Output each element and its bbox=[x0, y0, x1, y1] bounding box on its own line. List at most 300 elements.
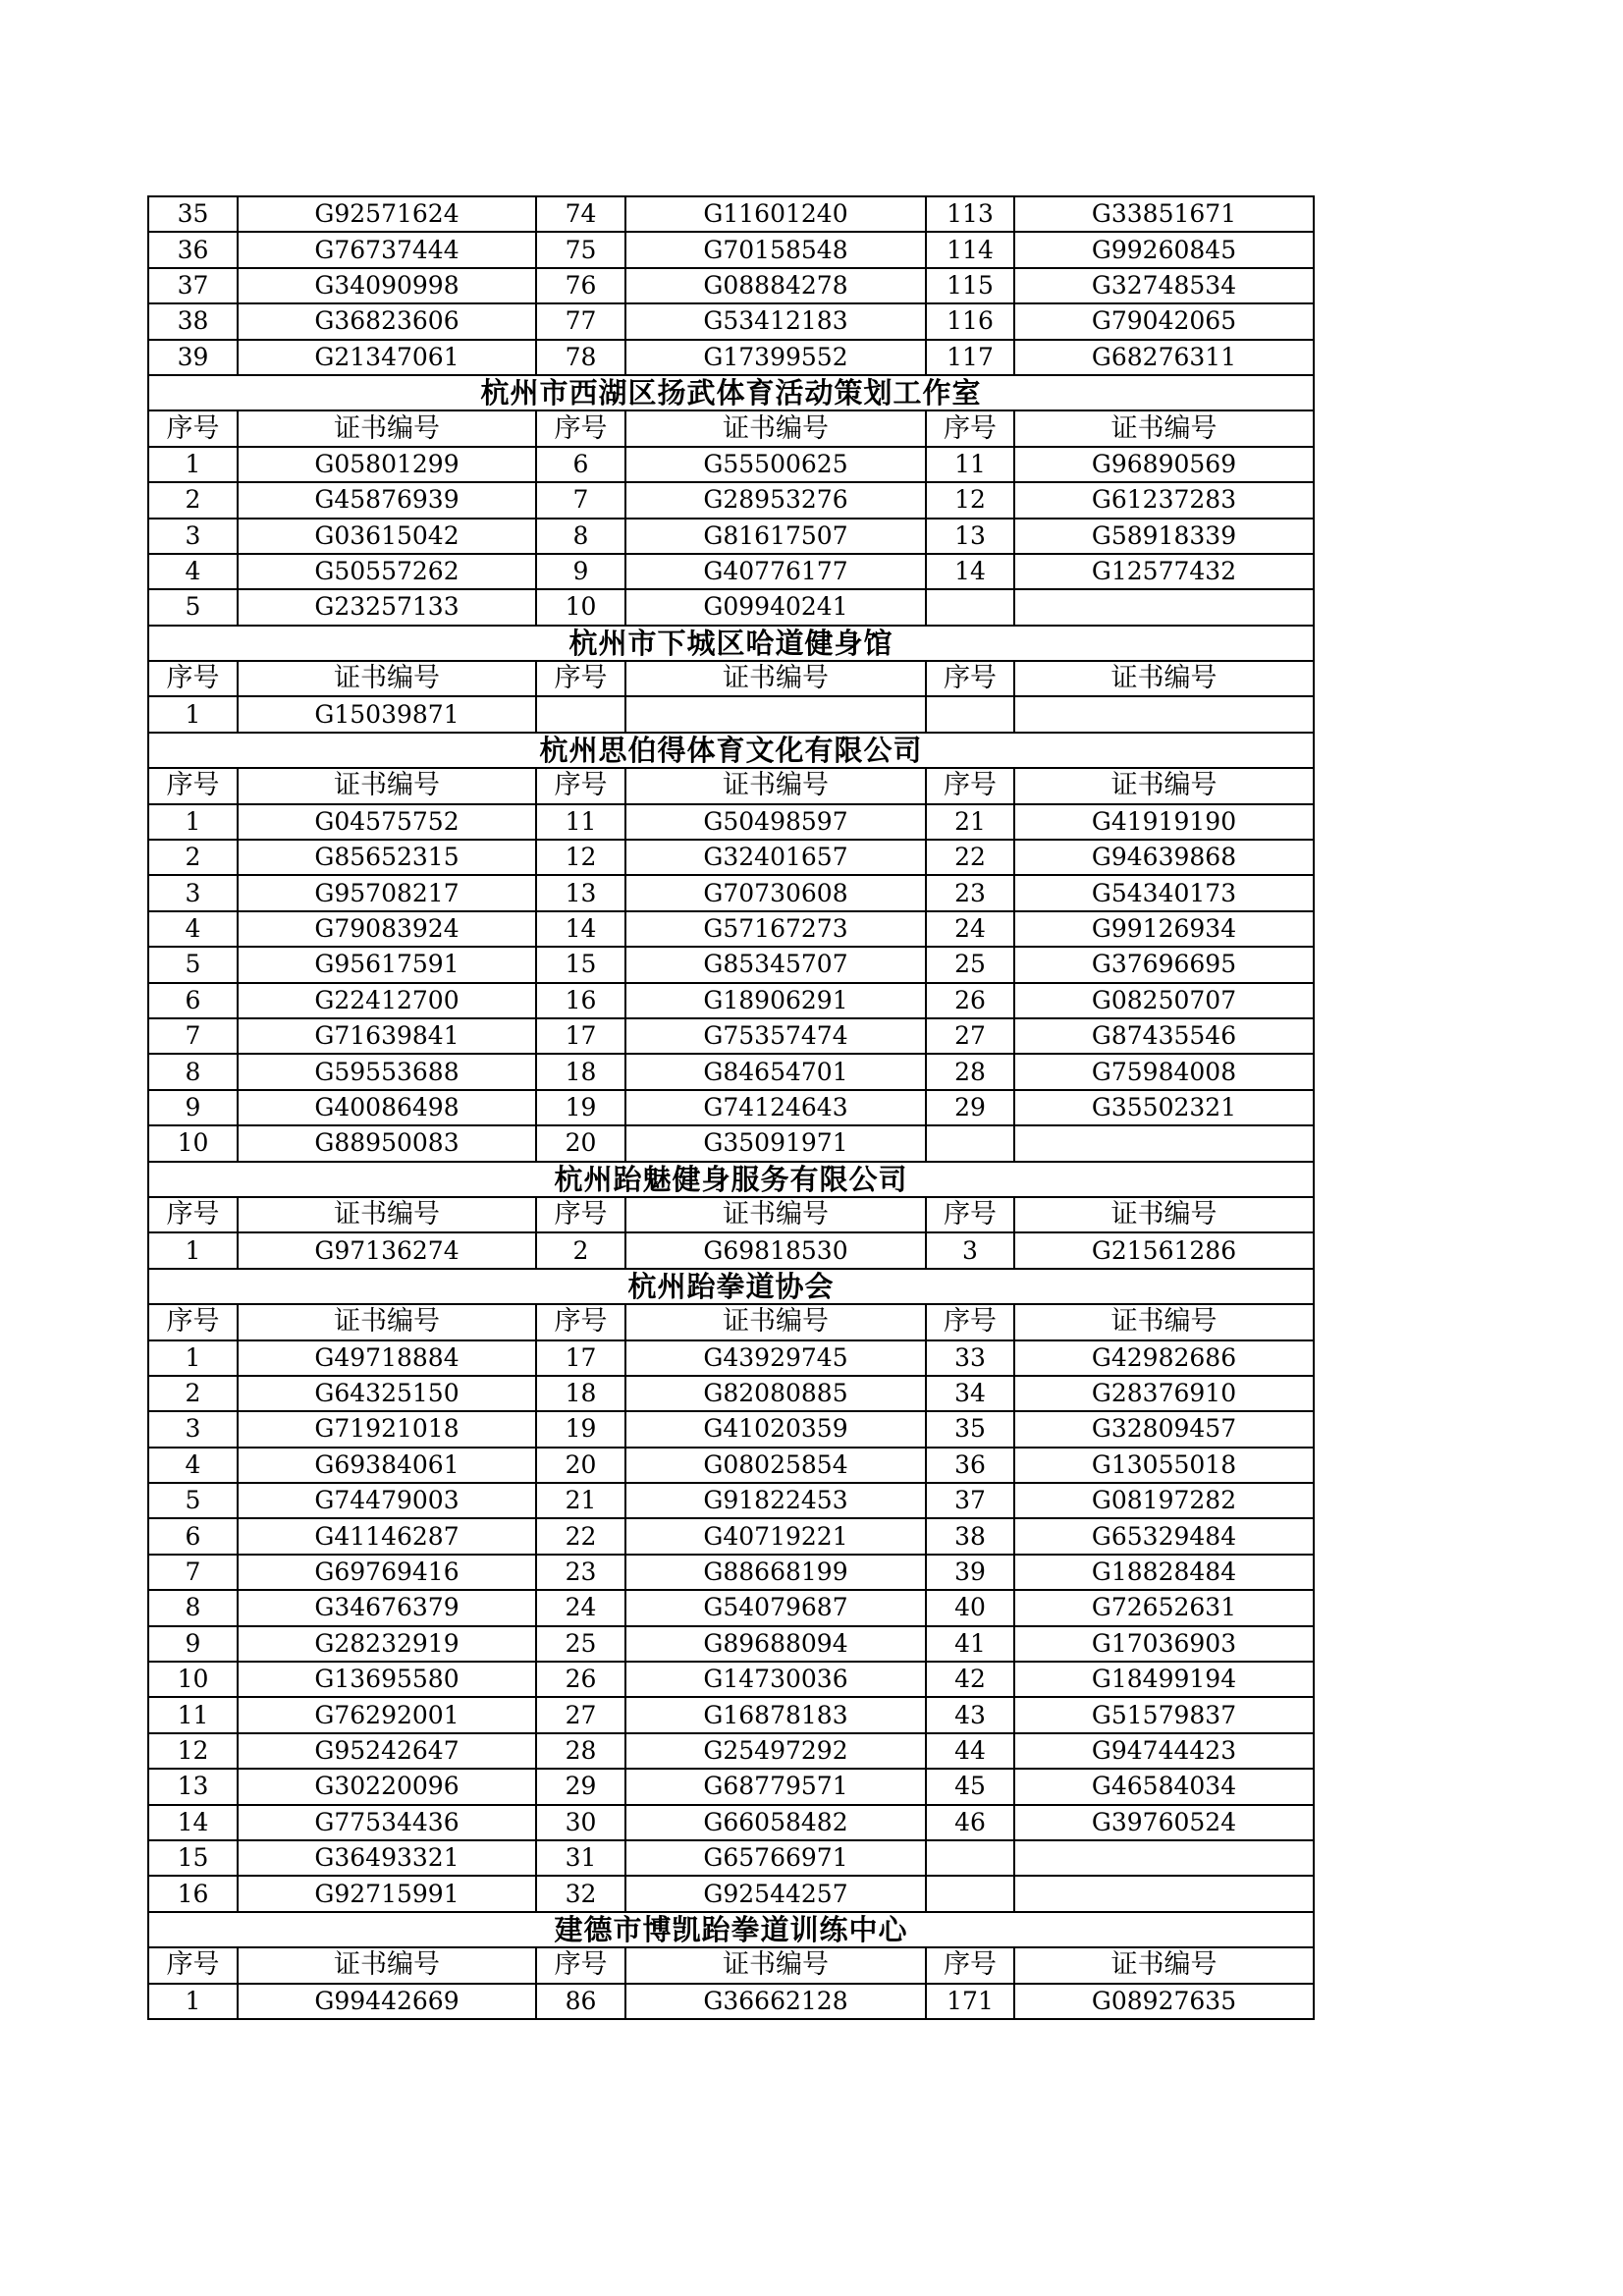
cert-no-cell: G21347061 bbox=[238, 340, 536, 375]
section-title-row bbox=[148, 733, 1314, 768]
table-row bbox=[148, 840, 1314, 875]
cert-no-cell: G61237283 bbox=[1014, 482, 1314, 518]
cert-no-header: 证书编号 bbox=[238, 1197, 536, 1232]
seq-header: 序号 bbox=[926, 1304, 1014, 1339]
cert-no-header: 证书编号 bbox=[238, 768, 536, 803]
cert-no-cell: G28953276 bbox=[625, 482, 926, 518]
section-title: 杭州市下城区哈道健身馆 bbox=[148, 626, 1314, 661]
cert-no-cell: G08025854 bbox=[625, 1448, 926, 1483]
seq-cell: 74 bbox=[536, 196, 625, 232]
cert-no-cell: G65329484 bbox=[1014, 1518, 1314, 1554]
cert-no-cell: G99260845 bbox=[1014, 232, 1314, 267]
table-row bbox=[148, 1840, 1314, 1876]
cert-no-cell: G94639868 bbox=[1014, 840, 1314, 875]
seq-cell: 2 bbox=[536, 1232, 625, 1268]
table-row bbox=[148, 340, 1314, 375]
table-row bbox=[148, 1054, 1314, 1089]
seq-cell: 12 bbox=[148, 1733, 238, 1769]
seq-cell: 35 bbox=[148, 196, 238, 232]
seq-cell: 4 bbox=[148, 554, 238, 589]
seq-cell: 22 bbox=[536, 1518, 625, 1554]
seq-cell: 23 bbox=[536, 1555, 625, 1590]
seq-cell: 43 bbox=[926, 1697, 1014, 1732]
seq-cell: 22 bbox=[926, 840, 1014, 875]
seq-cell bbox=[926, 696, 1014, 732]
cert-no-header: 证书编号 bbox=[1014, 1197, 1314, 1232]
table-row bbox=[148, 1090, 1314, 1125]
seq-cell: 6 bbox=[536, 447, 625, 482]
cert-no-cell: G55500625 bbox=[625, 447, 926, 482]
cert-no-cell: G95617591 bbox=[238, 947, 536, 982]
table-row bbox=[148, 1769, 1314, 1804]
table-row bbox=[148, 983, 1314, 1018]
cert-no-cell: G57167273 bbox=[625, 911, 926, 947]
seq-cell: 4 bbox=[148, 911, 238, 947]
table-row bbox=[148, 1483, 1314, 1518]
cert-no-cell: G74124643 bbox=[625, 1090, 926, 1125]
seq-cell: 1 bbox=[148, 1232, 238, 1268]
cert-no-cell: G54340173 bbox=[1014, 875, 1314, 910]
seq-cell: 17 bbox=[536, 1340, 625, 1376]
section-title-row bbox=[148, 1162, 1314, 1197]
table-row bbox=[148, 1984, 1314, 2019]
cert-no-cell: G17399552 bbox=[625, 340, 926, 375]
cert-no-cell bbox=[1014, 1840, 1314, 1876]
cert-no-header: 证书编号 bbox=[625, 1304, 926, 1339]
table-row bbox=[148, 1340, 1314, 1376]
seq-cell: 31 bbox=[536, 1840, 625, 1876]
cert-no-cell: G41919190 bbox=[1014, 804, 1314, 840]
seq-cell: 14 bbox=[148, 1805, 238, 1840]
cert-no-header: 证书编号 bbox=[1014, 661, 1314, 696]
seq-cell bbox=[926, 1876, 1014, 1911]
cert-no-cell: G97136274 bbox=[238, 1232, 536, 1268]
table-row bbox=[148, 196, 1314, 232]
table-row bbox=[148, 519, 1314, 554]
seq-cell: 21 bbox=[926, 804, 1014, 840]
cert-no-cell: G33851671 bbox=[1014, 196, 1314, 232]
cert-no-cell: G13055018 bbox=[1014, 1448, 1314, 1483]
cert-no-cell: G08927635 bbox=[1014, 1984, 1314, 2019]
cert-no-cell: G85652315 bbox=[238, 840, 536, 875]
seq-header: 序号 bbox=[536, 768, 625, 803]
section-title: 建德市博凯跆拳道训练中心 bbox=[148, 1912, 1314, 1947]
header-row bbox=[148, 1947, 1314, 1983]
cert-no-header: 证书编号 bbox=[625, 661, 926, 696]
seq-cell: 11 bbox=[926, 447, 1014, 482]
certificate-table bbox=[147, 195, 1315, 2020]
header-row bbox=[148, 410, 1314, 446]
cert-no-cell: G95708217 bbox=[238, 875, 536, 910]
cert-no-cell: G50557262 bbox=[238, 554, 536, 589]
cert-no-cell: G35091971 bbox=[625, 1125, 926, 1161]
cert-no-header: 证书编号 bbox=[238, 661, 536, 696]
section-title: 杭州跆魅健身服务有限公司 bbox=[148, 1162, 1314, 1197]
cert-no-cell: G99126934 bbox=[1014, 911, 1314, 947]
cert-no-cell: G77534436 bbox=[238, 1805, 536, 1840]
seq-cell: 26 bbox=[926, 983, 1014, 1018]
seq-header: 序号 bbox=[148, 1197, 238, 1232]
cert-no-cell: G18499194 bbox=[1014, 1662, 1314, 1697]
cert-no-cell: G76737444 bbox=[238, 232, 536, 267]
seq-cell: 18 bbox=[536, 1054, 625, 1089]
cert-no-cell: G05801299 bbox=[238, 447, 536, 482]
seq-cell: 13 bbox=[536, 875, 625, 910]
section-title: 杭州思伯得体育文化有限公司 bbox=[148, 733, 1314, 768]
header-row bbox=[148, 661, 1314, 696]
cert-no-cell: G40776177 bbox=[625, 554, 926, 589]
seq-cell: 1 bbox=[148, 1984, 238, 2019]
cert-no-cell: G21561286 bbox=[1014, 1232, 1314, 1268]
seq-cell bbox=[536, 696, 625, 732]
seq-cell: 15 bbox=[148, 1840, 238, 1876]
cert-no-cell: G17036903 bbox=[1014, 1626, 1314, 1662]
table-row bbox=[148, 1448, 1314, 1483]
section-title-row bbox=[148, 1912, 1314, 1947]
cert-no-cell: G79042065 bbox=[1014, 303, 1314, 339]
cert-no-cell: G41020359 bbox=[625, 1411, 926, 1447]
cert-no-cell: G82080885 bbox=[625, 1376, 926, 1411]
cert-no-cell: G30220096 bbox=[238, 1769, 536, 1804]
seq-cell: 14 bbox=[926, 554, 1014, 589]
table-row bbox=[148, 232, 1314, 267]
cert-no-cell: G92544257 bbox=[625, 1876, 926, 1911]
seq-cell: 46 bbox=[926, 1805, 1014, 1840]
cert-no-cell bbox=[1014, 696, 1314, 732]
seq-cell: 7 bbox=[148, 1018, 238, 1054]
cert-no-cell: G51579837 bbox=[1014, 1697, 1314, 1732]
cert-no-cell: G88668199 bbox=[625, 1555, 926, 1590]
seq-cell: 7 bbox=[148, 1555, 238, 1590]
table-row bbox=[148, 482, 1314, 518]
seq-cell: 86 bbox=[536, 1984, 625, 2019]
table-row bbox=[148, 1518, 1314, 1554]
cert-no-cell: G69384061 bbox=[238, 1448, 536, 1483]
cert-no-cell: G75357474 bbox=[625, 1018, 926, 1054]
seq-cell: 39 bbox=[926, 1555, 1014, 1590]
seq-header: 序号 bbox=[536, 1197, 625, 1232]
seq-cell: 45 bbox=[926, 1769, 1014, 1804]
cert-no-cell: G32401657 bbox=[625, 840, 926, 875]
cert-no-cell: G89688094 bbox=[625, 1626, 926, 1662]
seq-cell: 15 bbox=[536, 947, 625, 982]
seq-cell: 9 bbox=[536, 554, 625, 589]
cert-no-cell: G39760524 bbox=[1014, 1805, 1314, 1840]
cert-no-cell: G85345707 bbox=[625, 947, 926, 982]
cert-no-cell: G72652631 bbox=[1014, 1590, 1314, 1625]
cert-no-cell: G40719221 bbox=[625, 1518, 926, 1554]
seq-cell: 10 bbox=[148, 1662, 238, 1697]
cert-no-cell: G59553688 bbox=[238, 1054, 536, 1089]
seq-cell: 113 bbox=[926, 196, 1014, 232]
cert-no-cell: G32748534 bbox=[1014, 268, 1314, 303]
cert-no-cell: G13695580 bbox=[238, 1662, 536, 1697]
seq-cell: 12 bbox=[536, 840, 625, 875]
seq-cell: 44 bbox=[926, 1733, 1014, 1769]
seq-cell: 34 bbox=[926, 1376, 1014, 1411]
section-title-row bbox=[148, 626, 1314, 661]
seq-cell: 19 bbox=[536, 1411, 625, 1447]
section-title-row bbox=[148, 1269, 1314, 1304]
seq-cell: 9 bbox=[148, 1626, 238, 1662]
cert-no-cell: G08250707 bbox=[1014, 983, 1314, 1018]
cert-no-cell: G08884278 bbox=[625, 268, 926, 303]
cert-no-cell: G95242647 bbox=[238, 1733, 536, 1769]
table-row bbox=[148, 1697, 1314, 1732]
seq-cell: 40 bbox=[926, 1590, 1014, 1625]
cert-no-cell: G25497292 bbox=[625, 1733, 926, 1769]
table-row bbox=[148, 947, 1314, 982]
cert-no-cell: G34090998 bbox=[238, 268, 536, 303]
seq-cell: 171 bbox=[926, 1984, 1014, 2019]
seq-cell: 6 bbox=[148, 983, 238, 1018]
cert-no-cell: G70730608 bbox=[625, 875, 926, 910]
cert-no-cell: G87435546 bbox=[1014, 1018, 1314, 1054]
seq-cell: 42 bbox=[926, 1662, 1014, 1697]
cert-no-header: 证书编号 bbox=[238, 1304, 536, 1339]
table-row bbox=[148, 1232, 1314, 1268]
table-row bbox=[148, 696, 1314, 732]
section-title: 杭州跆拳道协会 bbox=[148, 1269, 1314, 1304]
seq-cell: 1 bbox=[148, 804, 238, 840]
seq-cell: 3 bbox=[148, 1411, 238, 1447]
seq-cell: 8 bbox=[148, 1054, 238, 1089]
certificate-table-body bbox=[148, 196, 1314, 2019]
table-row bbox=[148, 589, 1314, 625]
seq-cell bbox=[926, 1125, 1014, 1161]
seq-cell: 16 bbox=[148, 1876, 238, 1911]
cert-no-header: 证书编号 bbox=[1014, 410, 1314, 446]
seq-cell: 24 bbox=[926, 911, 1014, 947]
seq-cell: 11 bbox=[148, 1697, 238, 1732]
cert-no-cell: G22412700 bbox=[238, 983, 536, 1018]
seq-cell: 77 bbox=[536, 303, 625, 339]
cert-no-cell: G15039871 bbox=[238, 696, 536, 732]
seq-header: 序号 bbox=[536, 1947, 625, 1983]
seq-cell: 28 bbox=[926, 1054, 1014, 1089]
seq-cell: 38 bbox=[148, 303, 238, 339]
seq-cell bbox=[926, 1840, 1014, 1876]
cert-no-cell: G18906291 bbox=[625, 983, 926, 1018]
seq-cell: 35 bbox=[926, 1411, 1014, 1447]
cert-no-cell: G41146287 bbox=[238, 1518, 536, 1554]
table-row bbox=[148, 1662, 1314, 1697]
seq-cell: 115 bbox=[926, 268, 1014, 303]
cert-no-cell: G28232919 bbox=[238, 1626, 536, 1662]
cert-no-cell: G53412183 bbox=[625, 303, 926, 339]
table-row bbox=[148, 1733, 1314, 1769]
seq-cell: 3 bbox=[148, 875, 238, 910]
cert-no-cell: G18828484 bbox=[1014, 1555, 1314, 1590]
seq-cell: 3 bbox=[926, 1232, 1014, 1268]
seq-cell: 24 bbox=[536, 1590, 625, 1625]
seq-cell: 13 bbox=[148, 1769, 238, 1804]
cert-no-cell: G49718884 bbox=[238, 1340, 536, 1376]
seq-cell: 27 bbox=[926, 1018, 1014, 1054]
cert-no-cell: G70158548 bbox=[625, 232, 926, 267]
seq-cell: 8 bbox=[536, 519, 625, 554]
seq-cell: 1 bbox=[148, 447, 238, 482]
seq-cell: 23 bbox=[926, 875, 1014, 910]
header-row bbox=[148, 1197, 1314, 1232]
seq-cell: 26 bbox=[536, 1662, 625, 1697]
cert-no-cell: G46584034 bbox=[1014, 1769, 1314, 1804]
seq-cell: 37 bbox=[148, 268, 238, 303]
cert-no-cell: G88950083 bbox=[238, 1125, 536, 1161]
header-row bbox=[148, 1304, 1314, 1339]
seq-cell: 14 bbox=[536, 911, 625, 947]
seq-cell: 27 bbox=[536, 1697, 625, 1732]
cert-no-cell: G45876939 bbox=[238, 482, 536, 518]
cert-no-header: 证书编号 bbox=[1014, 768, 1314, 803]
cert-no-cell: G74479003 bbox=[238, 1483, 536, 1518]
seq-cell: 8 bbox=[148, 1590, 238, 1625]
seq-cell: 78 bbox=[536, 340, 625, 375]
cert-no-cell: G40086498 bbox=[238, 1090, 536, 1125]
table-row bbox=[148, 875, 1314, 910]
cert-no-cell: G36493321 bbox=[238, 1840, 536, 1876]
cert-no-header: 证书编号 bbox=[1014, 1304, 1314, 1339]
cert-no-cell: G75984008 bbox=[1014, 1054, 1314, 1089]
cert-no-cell: G04575752 bbox=[238, 804, 536, 840]
seq-cell: 10 bbox=[536, 589, 625, 625]
seq-cell: 6 bbox=[148, 1518, 238, 1554]
seq-header: 序号 bbox=[926, 1947, 1014, 1983]
cert-no-cell: G68276311 bbox=[1014, 340, 1314, 375]
seq-header: 序号 bbox=[926, 661, 1014, 696]
seq-cell: 116 bbox=[926, 303, 1014, 339]
cert-no-header: 证书编号 bbox=[625, 410, 926, 446]
cert-no-cell bbox=[1014, 589, 1314, 625]
cert-no-header: 证书编号 bbox=[1014, 1947, 1314, 1983]
seq-header: 序号 bbox=[926, 410, 1014, 446]
seq-cell: 76 bbox=[536, 268, 625, 303]
seq-cell: 39 bbox=[148, 340, 238, 375]
seq-cell: 10 bbox=[148, 1125, 238, 1161]
seq-cell: 5 bbox=[148, 1483, 238, 1518]
cert-no-cell: G35502321 bbox=[1014, 1090, 1314, 1125]
cert-no-cell: G66058482 bbox=[625, 1805, 926, 1840]
seq-cell: 114 bbox=[926, 232, 1014, 267]
seq-cell: 1 bbox=[148, 696, 238, 732]
cert-no-cell: G69818530 bbox=[625, 1232, 926, 1268]
seq-cell: 2 bbox=[148, 482, 238, 518]
table-row bbox=[148, 303, 1314, 339]
seq-cell: 28 bbox=[536, 1733, 625, 1769]
cert-no-cell: G76292001 bbox=[238, 1697, 536, 1732]
seq-cell: 13 bbox=[926, 519, 1014, 554]
cert-no-cell: G81617507 bbox=[625, 519, 926, 554]
section-title: 杭州市西湖区扬武体育活动策划工作室 bbox=[148, 375, 1314, 410]
seq-header: 序号 bbox=[148, 768, 238, 803]
seq-cell: 4 bbox=[148, 1448, 238, 1483]
seq-header: 序号 bbox=[148, 1304, 238, 1339]
seq-cell: 12 bbox=[926, 482, 1014, 518]
cert-no-cell: G94744423 bbox=[1014, 1733, 1314, 1769]
cert-no-cell: G16878183 bbox=[625, 1697, 926, 1732]
cert-no-header: 证书编号 bbox=[625, 1947, 926, 1983]
cert-no-cell: G23257133 bbox=[238, 589, 536, 625]
seq-cell: 19 bbox=[536, 1090, 625, 1125]
cert-no-cell: G34676379 bbox=[238, 1590, 536, 1625]
seq-cell: 17 bbox=[536, 1018, 625, 1054]
seq-cell: 41 bbox=[926, 1626, 1014, 1662]
cert-no-cell: G54079687 bbox=[625, 1590, 926, 1625]
seq-header: 序号 bbox=[536, 410, 625, 446]
seq-header: 序号 bbox=[148, 661, 238, 696]
seq-cell: 25 bbox=[926, 947, 1014, 982]
seq-cell: 18 bbox=[536, 1376, 625, 1411]
seq-header: 序号 bbox=[148, 1947, 238, 1983]
seq-cell: 16 bbox=[536, 983, 625, 1018]
table-row bbox=[148, 447, 1314, 482]
seq-cell: 38 bbox=[926, 1518, 1014, 1554]
cert-no-cell: G12577432 bbox=[1014, 554, 1314, 589]
cert-no-cell: G14730036 bbox=[625, 1662, 926, 1697]
cert-no-cell: G69769416 bbox=[238, 1555, 536, 1590]
table-row bbox=[148, 1555, 1314, 1590]
cert-no-cell: G09940241 bbox=[625, 589, 926, 625]
seq-header: 序号 bbox=[148, 410, 238, 446]
table-row bbox=[148, 1018, 1314, 1054]
cert-no-cell: G64325150 bbox=[238, 1376, 536, 1411]
cert-no-cell: G91822453 bbox=[625, 1483, 926, 1518]
cert-no-cell: G36662128 bbox=[625, 1984, 926, 2019]
seq-cell: 11 bbox=[536, 804, 625, 840]
cert-no-cell bbox=[625, 696, 926, 732]
cert-no-cell: G79083924 bbox=[238, 911, 536, 947]
cert-no-cell: G50498597 bbox=[625, 804, 926, 840]
cert-no-cell: G58918339 bbox=[1014, 519, 1314, 554]
cert-no-header: 证书编号 bbox=[625, 768, 926, 803]
table-row bbox=[148, 911, 1314, 947]
table-row bbox=[148, 268, 1314, 303]
seq-cell: 5 bbox=[148, 589, 238, 625]
cert-no-cell: G43929745 bbox=[625, 1340, 926, 1376]
cert-no-cell: G36823606 bbox=[238, 303, 536, 339]
cert-no-header: 证书编号 bbox=[238, 410, 536, 446]
seq-cell: 3 bbox=[148, 519, 238, 554]
table-row bbox=[148, 1376, 1314, 1411]
seq-cell: 33 bbox=[926, 1340, 1014, 1376]
cert-no-cell: G92571624 bbox=[238, 196, 536, 232]
cert-no-cell: G28376910 bbox=[1014, 1376, 1314, 1411]
seq-header: 序号 bbox=[536, 1304, 625, 1339]
seq-cell: 32 bbox=[536, 1876, 625, 1911]
seq-cell: 2 bbox=[148, 1376, 238, 1411]
table-row bbox=[148, 804, 1314, 840]
seq-cell: 21 bbox=[536, 1483, 625, 1518]
seq-cell: 1 bbox=[148, 1340, 238, 1376]
seq-cell: 75 bbox=[536, 232, 625, 267]
cert-no-cell: G32809457 bbox=[1014, 1411, 1314, 1447]
cert-no-cell: G42982686 bbox=[1014, 1340, 1314, 1376]
seq-cell: 29 bbox=[926, 1090, 1014, 1125]
cert-no-cell: G08197282 bbox=[1014, 1483, 1314, 1518]
cert-no-cell bbox=[1014, 1876, 1314, 1911]
cert-no-cell: G71921018 bbox=[238, 1411, 536, 1447]
seq-cell: 9 bbox=[148, 1090, 238, 1125]
seq-cell: 36 bbox=[926, 1448, 1014, 1483]
seq-cell: 117 bbox=[926, 340, 1014, 375]
cert-no-cell: G99442669 bbox=[238, 1984, 536, 2019]
table-row bbox=[148, 1876, 1314, 1911]
cert-no-cell: G68779571 bbox=[625, 1769, 926, 1804]
table-row bbox=[148, 1125, 1314, 1161]
table-row bbox=[148, 554, 1314, 589]
seq-cell: 20 bbox=[536, 1448, 625, 1483]
table-row bbox=[148, 1805, 1314, 1840]
